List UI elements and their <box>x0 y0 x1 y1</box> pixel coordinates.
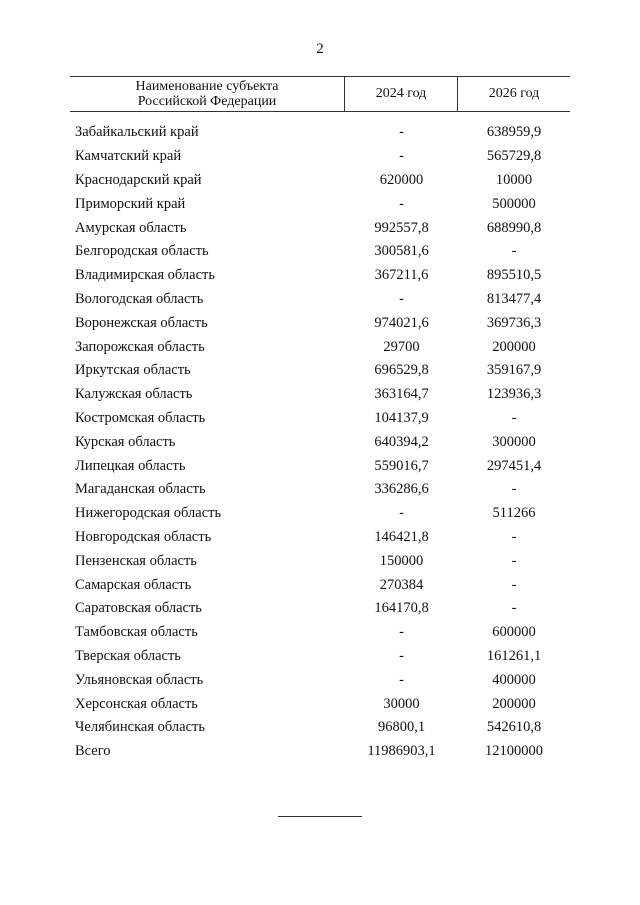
table-row <box>70 740 570 764</box>
subject-name-cell: Саратовская область <box>75 600 202 617</box>
subject-name-cell: Вологодская область <box>75 290 204 307</box>
table-row <box>70 240 570 264</box>
value-2026-cell: 542610,8 <box>486 719 542 736</box>
value-2024-cell: 336286,6 <box>374 481 429 498</box>
value-2024-cell: 146421,8 <box>374 528 429 545</box>
value-2026-cell: 688990,8 <box>486 219 542 236</box>
subject-name-cell: Иркутская область <box>75 362 191 379</box>
value-2026-cell: - <box>511 409 517 426</box>
value-2026-cell: - <box>511 481 517 498</box>
value-2024-cell: 367211,6 <box>374 267 429 284</box>
subject-name-cell: Приморский край <box>75 195 186 212</box>
table-row <box>70 573 570 597</box>
value-2024-cell: - <box>399 647 404 664</box>
subject-name-cell: Херсонская область <box>75 695 198 712</box>
value-2026-cell: 359167,9 <box>486 362 542 379</box>
value-2026-cell: 500000 <box>492 195 536 212</box>
table-header <box>70 76 570 112</box>
subject-name-cell: Тамбовская область <box>75 624 198 641</box>
value-2024-cell: - <box>399 671 404 688</box>
value-2024-cell: 29700 <box>383 338 420 355</box>
table-row <box>70 216 570 240</box>
subject-name-cell: Воронежская область <box>75 314 208 331</box>
value-2026-cell: 400000 <box>492 671 536 688</box>
value-2026-cell: 600000 <box>492 624 536 641</box>
subject-name-cell: Самарская область <box>75 576 192 593</box>
subject-name-cell: Ульяновская область <box>75 671 204 688</box>
subject-name-cell: Запорожская область <box>75 338 205 355</box>
subject-name-cell: Магаданская область <box>75 481 206 498</box>
page-number: 2 <box>316 41 324 57</box>
subject-name-cell: Челябинская область <box>75 719 205 736</box>
value-2026-cell: - <box>511 528 517 545</box>
subject-name-cell: Калужская область <box>75 386 193 403</box>
value-2024-cell: 363164,7 <box>374 386 429 403</box>
value-2026-cell: - <box>511 552 517 569</box>
subject-name-cell: Белгородская область <box>75 243 209 260</box>
subject-name-cell: Костромская область <box>75 409 206 426</box>
value-2024-cell: 104137,9 <box>374 409 429 426</box>
subject-name-cell: Владимирская область <box>75 267 215 284</box>
value-2026-cell: 638959,9 <box>486 124 542 141</box>
header-2024: 2024 год <box>345 77 458 111</box>
value-2026-cell: 369736,3 <box>486 314 542 331</box>
value-2024-cell: 696529,8 <box>374 362 429 379</box>
subject-name-cell: Курская область <box>75 433 176 450</box>
value-2024-cell: 640394,2 <box>374 433 429 450</box>
table-row <box>70 121 570 145</box>
value-2024-cell: 30000 <box>383 695 420 712</box>
subject-name-cell: Краснодарский край <box>75 171 202 188</box>
subject-name-cell: Нижегородская область <box>75 505 222 522</box>
value-2024-cell: 164170,8 <box>374 600 429 617</box>
end-divider <box>278 816 362 817</box>
subject-name-cell: Амурская область <box>75 219 187 236</box>
subject-name-cell: Липецкая область <box>75 457 186 474</box>
table-row <box>70 192 570 216</box>
value-2024-cell: 559016,7 <box>374 457 429 474</box>
funding-table <box>70 76 570 764</box>
value-2024-cell: 992557,8 <box>374 219 429 236</box>
table-row <box>70 597 570 621</box>
value-2024-cell: 270384 <box>379 576 424 593</box>
value-2024-cell: - <box>399 290 404 307</box>
table-row <box>70 621 570 645</box>
table-row <box>70 169 570 193</box>
value-2026-cell: 813477,4 <box>486 290 542 307</box>
value-2024-cell: - <box>399 148 404 165</box>
subject-name-cell: Камчатский край <box>75 148 182 165</box>
subject-name-cell: Забайкальский край <box>75 124 199 141</box>
header-subject-line1: Наименование субъекта <box>135 79 279 94</box>
value-2026-cell: - <box>511 600 517 617</box>
table-row <box>70 526 570 550</box>
value-2026-cell: 297451,4 <box>486 457 542 474</box>
value-2026-cell: 511266 <box>492 505 536 522</box>
table-row <box>70 549 570 573</box>
value-2024-cell: 96800,1 <box>377 719 426 736</box>
table-row <box>70 145 570 169</box>
header-subject-name <box>70 77 345 111</box>
value-2026-cell: 10000 <box>495 171 533 188</box>
value-2024-cell: 974021,6 <box>374 314 429 331</box>
value-2024-cell: - <box>399 124 404 141</box>
table-row <box>70 288 570 312</box>
table-row <box>70 692 570 716</box>
table-row <box>70 668 570 692</box>
table-row <box>70 264 570 288</box>
value-2026-cell: - <box>511 576 517 593</box>
value-2024-cell: 620000 <box>379 171 424 188</box>
value-2026-cell: 12100000 <box>485 743 543 760</box>
value-2024-cell: - <box>399 195 404 212</box>
subject-name-cell: Всего <box>75 743 111 760</box>
table-row <box>70 478 570 502</box>
value-2026-cell: 123936,3 <box>486 386 542 403</box>
value-2024-cell: 150000 <box>379 552 424 569</box>
value-2024-cell: 300581,6 <box>374 243 429 260</box>
value-2026-cell: 565729,8 <box>486 148 542 165</box>
table-row <box>70 716 570 740</box>
subject-name-cell: Тверская область <box>75 647 181 664</box>
table-body <box>70 112 570 764</box>
value-2024-cell: - <box>399 505 404 522</box>
table-row <box>70 335 570 359</box>
header-subject-line2: Российской Федерации <box>137 94 277 109</box>
table-row <box>70 383 570 407</box>
header-2026: 2026 год <box>488 86 540 101</box>
table-row <box>70 311 570 335</box>
table-row <box>70 407 570 431</box>
subject-name-cell: Новгородская область <box>75 528 212 545</box>
value-2024-cell: 11986903,1 <box>367 743 436 760</box>
value-2026-cell: 200000 <box>492 695 536 712</box>
value-2026-cell: - <box>511 243 517 260</box>
table-row <box>70 502 570 526</box>
value-2026-cell: 161261,1 <box>486 647 542 664</box>
table-row <box>70 645 570 669</box>
value-2026-cell: 300000 <box>492 433 536 450</box>
value-2024-cell: - <box>399 624 404 641</box>
value-2026-cell: 895510,5 <box>486 267 542 284</box>
table-row <box>70 359 570 383</box>
value-2026-cell: 200000 <box>492 338 536 355</box>
subject-name-cell: Пензенская область <box>75 552 197 569</box>
table-row <box>70 430 570 454</box>
table-row <box>70 454 570 478</box>
